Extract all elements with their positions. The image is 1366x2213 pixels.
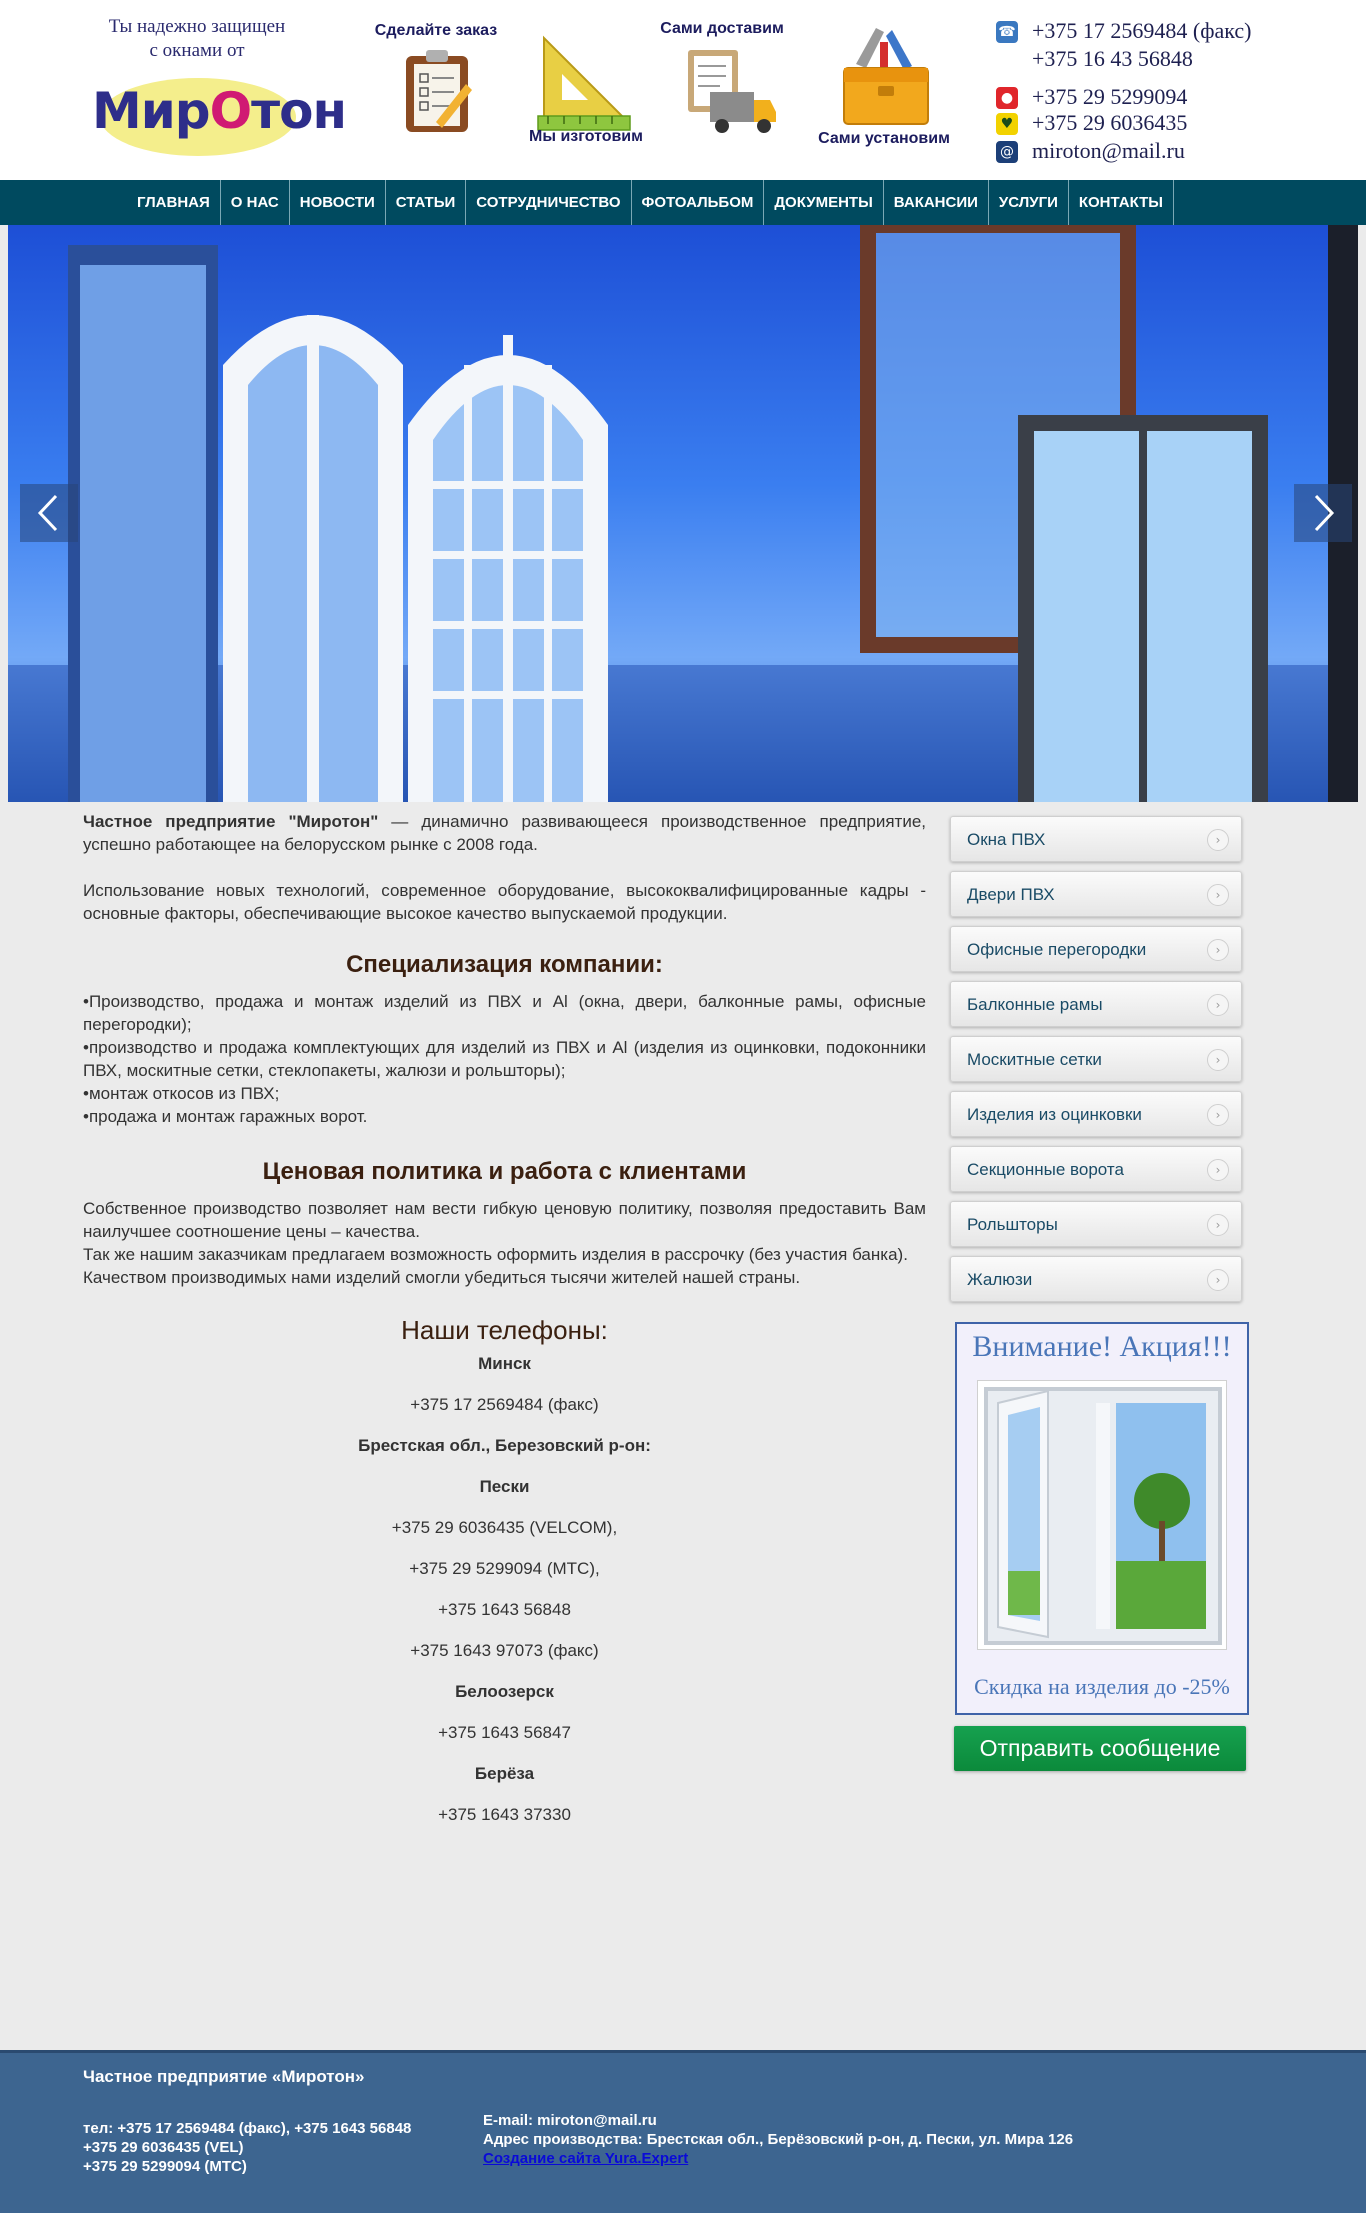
chevron-right-icon: › [1207,939,1229,961]
slider-next-button[interactable] [1294,484,1352,542]
footer-email[interactable]: E-mail: miroton@mail.ru [483,2112,657,2129]
chevron-right-icon: › [1207,1104,1229,1126]
chevron-right-icon: › [1207,1269,1229,1291]
phones-peski-2: +375 29 5299094 (МТС), [409,1559,600,1578]
footer-phones [83,2119,411,2176]
nav-about[interactable]: О НАС [221,180,290,225]
chevron-right-icon: › [1207,994,1229,1016]
pricing-title: Ценовая политика и работа с клиентами [262,1158,747,1185]
toolbox-icon [836,24,936,130]
phones-peski-heading: Пески [479,1477,530,1496]
chevron-right-icon: › [1207,884,1229,906]
mts-icon: ● [996,87,1018,109]
email-icon: @ [996,141,1018,163]
phone-icon: ☎ [996,21,1018,43]
sidebar-item-pvc-doors[interactable]: Двери ПВХ › [950,871,1242,917]
chevron-right-icon: › [1207,829,1229,851]
open-window-illustration [978,1381,1228,1651]
promo-discount: Скидка на изделия до -25% [974,1674,1230,1699]
site-logo[interactable] [92,14,346,164]
chevron-right-icon: › [1207,1049,1229,1071]
nav-items [127,180,1174,225]
pricing-line-3: Качеством производимых нами изделий смогли убедиться тысячи жителей нашей страны. [83,1268,801,1287]
sidebar-item-pvc-windows[interactable]: Окна ПВХ › [950,816,1242,862]
service-install [804,16,964,156]
promo-title: Внимание! Акция!!! [972,1330,1232,1363]
main-nav [0,180,1366,225]
nav-contacts[interactable]: КОНТАКТЫ [1069,180,1174,225]
pricing-line-1: Собственное производство позволяет нам вести гибкую ценовую политику, позволяя предоставить Вам наилучшее соотношение цены – качества. [83,1199,926,1241]
spec-item-1: •Производство, продажа и монтаж изделий из ПВХ и Al (окна, двери, балконные рамы, офисные перегородки); [83,992,926,1034]
footer-info [483,2111,1073,2168]
footer-developer-link[interactable]: Создание сайта Yura.Expert [483,2150,689,2167]
promo-window-image [977,1380,1227,1650]
footer-phones-line-2: +375 29 6036435 (VEL) [83,2139,244,2156]
nav-home[interactable]: ГЛАВНАЯ [127,180,221,225]
service-install-label: Сами установим [818,130,950,147]
footer-address: Адрес производства: Брестская обл., Берёзовский р-он, д. Пески, ул. Мира 126 [483,2131,1074,2148]
service-order [356,16,516,156]
chevron-left-icon [20,484,78,542]
nav-cooperation[interactable]: СОТРУДНИЧЕСТВО [466,180,631,225]
chevron-right-icon: › [1207,1159,1229,1181]
logo-name: МирОтон [92,82,346,140]
velcom-icon: ♥ [996,113,1018,135]
phones-peski-1: +375 29 6036435 (VELCOM), [391,1518,618,1537]
sidebar-item-office-partitions[interactable]: Офисные перегородки › [950,926,1242,972]
service-deliver-label: Сами доставим [660,20,784,37]
service-order-label: Сделайте заказ [374,22,498,39]
phones-minsk-fax: +375 17 2569484 (факс) [410,1395,599,1414]
footer-company: Частное предприятие «Миротон» [83,2067,365,2086]
sidebar-item-mosquito-nets[interactable]: Москитные сетки › [950,1036,1242,1082]
windows-slide-image [8,225,1358,802]
service-make-label: Мы изготовим [529,128,643,145]
nav-photo-album[interactable]: ФОТОАЛЬБОМ [632,180,765,225]
clipboard-icon [402,48,474,134]
specialization-title: Специализация компании: [346,951,663,978]
nav-news[interactable]: НОВОСТИ [290,180,386,225]
sidebar-item-roller-blinds[interactable]: Рольшторы › [950,1201,1242,1247]
nav-documents[interactable]: ДОКУМЕНТЫ [764,180,883,225]
hero-slider [8,225,1358,802]
send-message-button[interactable]: Отправить сообщение [954,1726,1246,1771]
phones-beloozersk-1: +375 1643 56847 [438,1723,571,1742]
spec-item-4: •продажа и монтаж гаражных ворот. [83,1107,368,1126]
sidebar [950,816,1242,1761]
phones-title: Наши телефоны: [401,1315,608,1345]
sidebar-item-sectional-gates[interactable]: Секционные ворота › [950,1146,1242,1192]
logo-tagline-2: с окнами от [149,40,245,61]
phones-bereza-1: +375 1643 37330 [438,1805,571,1824]
intro-tech-paragraph: Использование новых технологий, современное оборудование, высококвалифицированные кадры - основные факторы, обеспечивающие высокое качество выпускаемой продукции. [83,881,926,923]
logo-tagline-1: Ты надежно защищен [108,16,286,37]
intro-paragraph: Частное предприятие "Миротон" — динамично развивающееся производственное предприятие, успешно работающее на белорусском рынке с 2008 года. [83,812,926,854]
phones-bereza-heading: Берёза [474,1764,535,1783]
sidebar-item-jalousie[interactable]: Жалюзи › [950,1256,1242,1302]
phones-peski-3: +375 1643 56848 [438,1600,571,1619]
sidebar-item-balcony-frames[interactable]: Балконные рамы › [950,981,1242,1027]
site-footer [0,2050,1366,2213]
main-content [83,810,926,1844]
footer-phones-line-1: тел: +375 17 2569484 (факс), +375 1643 56848 [83,2120,412,2137]
phones-beloozersk-heading: Белоозерск [455,1682,554,1701]
nav-vacancies[interactable]: ВАКАНСИИ [884,180,989,225]
phones-minsk-heading: Минск [478,1354,531,1373]
delivery-truck-icon [680,46,780,142]
ruler-icon [534,28,634,132]
phones-region-heading: Брестская обл., Березовский р-он: [358,1436,651,1455]
chevron-right-icon [1294,484,1352,542]
sidebar-item-galvanized[interactable]: Изделия из оцинковки › [950,1091,1242,1137]
spec-item-3: •монтаж откосов из ПВХ; [83,1084,280,1103]
pricing-line-2: Так же нашим заказчикам предлагаем возможность оформить изделия в рассрочку (без участия банка). [83,1245,908,1264]
site-header: Ты надежно защищен с окнами от МирОтон Сделайте заказ Мы изготовим Сами доставим Сами установим ☎ +375 17 2569484 (факс) +375 16 43 56848 ● +375 29 5299094 ♥ +375 29 6036435 @ miroton@mail.ru [0,0,1366,180]
spec-item-2: •производство и продажа комплектующих для изделий из ПВХ и Al (изделия из оцинковки, подоконники ПВХ, москитные сетки, стеклопакеты, жалюзи и рольшторы); [83,1038,926,1080]
nav-articles[interactable]: СТАТЬИ [386,180,467,225]
nav-services[interactable]: УСЛУГИ [989,180,1069,225]
phones-peski-4: +375 1643 97073 (факс) [410,1641,599,1660]
chevron-right-icon: › [1207,1214,1229,1236]
phones-list [83,1352,926,1826]
footer-phones-line-3: +375 29 5299094 (МТС) [83,2158,247,2175]
slider-prev-button[interactable] [20,484,78,542]
service-deliver [642,16,802,156]
promo-banner[interactable] [955,1322,1249,1715]
